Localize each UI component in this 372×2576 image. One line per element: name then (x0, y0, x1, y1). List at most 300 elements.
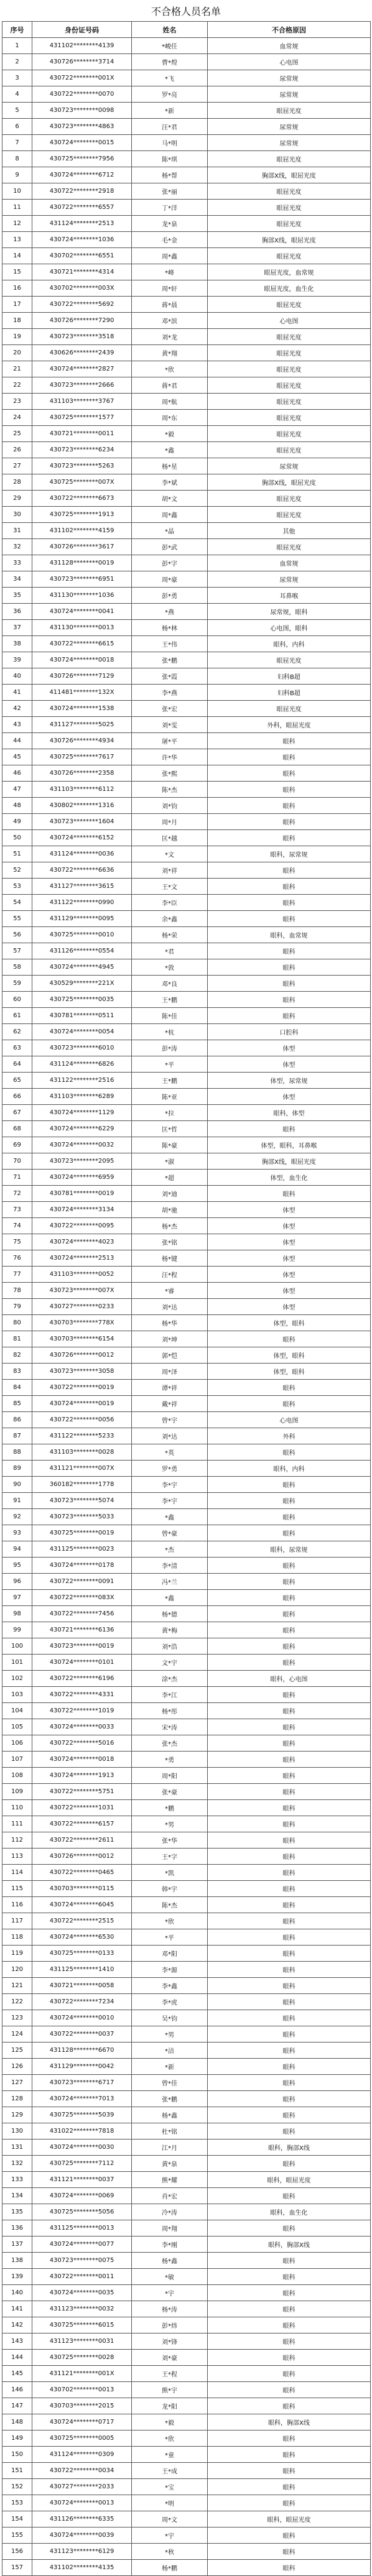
cell-serial-number: 57 (2, 943, 32, 959)
cell-serial-number: 74 (2, 1218, 32, 1234)
cell-id-number: 430723********6234 (32, 442, 132, 458)
cell-serial-number: 50 (2, 830, 32, 846)
cell-serial-number: 84 (2, 1380, 32, 1396)
table-row (2, 798, 371, 814)
cell-name: 曾*豪 (132, 1525, 208, 1541)
table-row (2, 1574, 371, 1590)
cell-serial-number: 89 (2, 1461, 32, 1477)
cell-id-number: 431127********3615 (32, 879, 132, 895)
cell-serial-number: 39 (2, 652, 32, 668)
cell-reason: 眼屈光度 (208, 297, 371, 313)
cell-name: 周*翔 (132, 2220, 208, 2237)
cell-name: *童 (132, 2447, 208, 2463)
cell-reason: 眼科 (208, 2350, 371, 2366)
cell-name: 王*程 (132, 2366, 208, 2382)
cell-id-number: 430722********4331 (32, 1687, 132, 1703)
cell-id-number: 430703********6154 (32, 1331, 132, 1347)
cell-name: 刘*雯 (132, 717, 208, 733)
cell-serial-number: 65 (2, 1073, 32, 1089)
cell-reason: 妇科B超 (208, 685, 371, 701)
table-row (2, 474, 371, 491)
cell-reason: 眼科 (208, 2495, 371, 2511)
cell-reason: 体型，尿常规 (208, 1073, 371, 1089)
table-row (2, 216, 371, 232)
cell-reason: 眼科 (208, 1768, 371, 1784)
cell-id-number: 430722********5751 (32, 1784, 132, 1800)
cell-reason: 妇科B超 (208, 668, 371, 685)
cell-reason: 眼科 (208, 765, 371, 782)
cell-id-number: 430722********6557 (32, 200, 132, 216)
cell-serial-number: 63 (2, 1040, 32, 1056)
table-row (2, 1525, 371, 1541)
cell-id-number: 430724********0054 (32, 1024, 132, 1040)
cell-reason: 眼科 (208, 1331, 371, 1347)
cell-reason: 眼屈光度 (208, 151, 371, 167)
cell-reason: 眼屈光度 (208, 377, 371, 394)
table-row (2, 1121, 371, 1137)
cell-id-number: 430703********778X (32, 1315, 132, 1331)
cell-serial-number: 64 (2, 1056, 32, 1073)
cell-name: 黄*泉 (132, 2156, 208, 2172)
cell-serial-number: 42 (2, 701, 32, 717)
table-row (2, 442, 371, 458)
cell-id-number: 430722********0034 (32, 2463, 132, 2479)
cell-serial-number: 102 (2, 1671, 32, 1687)
table-row (2, 70, 371, 86)
cell-name: 杨*华 (132, 1315, 208, 1331)
table-row (2, 539, 371, 555)
cell-serial-number: 24 (2, 410, 32, 426)
cell-id-number: 430723********0019 (32, 1638, 132, 1655)
cell-reason: 眼科 (208, 1962, 371, 1978)
cell-serial-number: 155 (2, 2528, 32, 2544)
table-row (2, 1800, 371, 1816)
cell-serial-number: 118 (2, 1929, 32, 1946)
cell-name: 刘*迪 (132, 1186, 208, 1202)
cell-serial-number: 141 (2, 2301, 32, 2317)
cell-reason: 眼科 (208, 2463, 371, 2479)
cell-serial-number: 110 (2, 1800, 32, 1816)
cell-name: 刘*达 (132, 1299, 208, 1315)
cell-reason: 其他 (208, 523, 371, 539)
cell-serial-number: 125 (2, 2043, 32, 2059)
cell-serial-number: 88 (2, 1444, 32, 1461)
cell-id-number: 430726********3617 (32, 539, 132, 555)
cell-id-number: 430781********0511 (32, 1008, 132, 1024)
cell-id-number: 430724********0069 (32, 2188, 132, 2204)
cell-serial-number: 131 (2, 2140, 32, 2156)
cell-name: *欣 (132, 1913, 208, 1929)
cell-id-number: 430721********0011 (32, 426, 132, 442)
cell-id-number: 430722********5692 (32, 297, 132, 313)
cell-name: 张*鹏 (132, 652, 208, 668)
cell-reason: 眼科 (208, 1396, 371, 1412)
cell-id-number: 430724********6152 (32, 830, 132, 846)
cell-reason: 眼科 (208, 782, 371, 798)
cell-name: *鑫 (132, 1590, 208, 1606)
cell-reason: 眼科 (208, 2075, 371, 2091)
cell-name: *男 (132, 1816, 208, 1832)
cell-serial-number: 138 (2, 2253, 32, 2269)
cell-name: 曾*宇 (132, 1412, 208, 1428)
cell-serial-number: 44 (2, 733, 32, 749)
table-row (2, 1946, 371, 1962)
table-row (2, 1590, 371, 1606)
cell-name: 周*轩 (132, 280, 208, 297)
table-row (2, 2043, 371, 2059)
cell-reason: 胸部X线，眼屈光度 (208, 167, 371, 183)
cell-id-number: 430725********0133 (32, 1946, 132, 1962)
table-row (2, 862, 371, 879)
cell-serial-number: 101 (2, 1655, 32, 1671)
cell-id-number: 430724********0033 (32, 1719, 132, 1735)
cell-id-number: 430722********1019 (32, 1703, 132, 1719)
cell-name: *敦 (132, 959, 208, 976)
table-row (2, 1040, 371, 1056)
cell-reason: 尿常规 (208, 571, 371, 588)
cell-reason: 眼屈光度 (208, 248, 371, 264)
cell-reason: 心电图 (208, 54, 371, 70)
cell-id-number: 430726********0012 (32, 1849, 132, 1865)
cell-id-number: 430723********3058 (32, 1364, 132, 1380)
cell-name: 陈*琪 (132, 151, 208, 167)
cell-id-number: 430724********1129 (32, 1105, 132, 1121)
cell-name: 韩*宇 (132, 1881, 208, 1897)
cell-id-number: 430724********0015 (32, 135, 132, 151)
cell-serial-number: 5 (2, 103, 32, 119)
header-row (2, 22, 371, 38)
cell-serial-number: 62 (2, 1024, 32, 1040)
table-row (2, 555, 371, 571)
cell-id-number: 430722********0070 (32, 86, 132, 103)
cell-name: 张*华 (132, 1832, 208, 1849)
cell-name: 杨*德 (132, 1606, 208, 1622)
cell-reason: 血常规 (208, 555, 371, 571)
cell-id-number: 431121********007X (32, 1461, 132, 1477)
cell-name: 刘*坤 (132, 1331, 208, 1347)
table-row (2, 1655, 371, 1671)
cell-name: 匡*越 (132, 830, 208, 846)
cell-id-number: 431122********5233 (32, 1428, 132, 1444)
cell-serial-number: 154 (2, 2511, 32, 2528)
cell-name: 汪*程 (132, 1267, 208, 1283)
cell-serial-number: 140 (2, 2285, 32, 2301)
cell-name: 周*鑫 (132, 507, 208, 523)
cell-name: 李*臣 (132, 895, 208, 911)
cell-id-number: 430724********0077 (32, 2237, 132, 2253)
cell-reason: 眼科 (208, 2253, 371, 2269)
cell-id-number: 430529********221X (32, 976, 132, 992)
cell-serial-number: 60 (2, 992, 32, 1008)
cell-id-number: 430722********2611 (32, 1832, 132, 1849)
cell-id-number: 430702********0013 (32, 2382, 132, 2398)
table-row (2, 1315, 371, 1331)
cell-name: 熊*耀 (132, 2172, 208, 2188)
cell-id-number: 430722********7234 (32, 1994, 132, 2010)
table-row (2, 297, 371, 313)
cell-id-number: 430724********2513 (32, 1250, 132, 1267)
cell-id-number: 431130********1036 (32, 588, 132, 604)
table-row (2, 588, 371, 604)
cell-reason: 眼科 (208, 943, 371, 959)
cell-id-number: 430724********0013 (32, 2495, 132, 2511)
table-row (2, 264, 371, 280)
cell-serial-number: 116 (2, 1897, 32, 1913)
cell-reason: 眼科 (208, 2431, 371, 2447)
table-row (2, 1865, 371, 1881)
table-body (2, 38, 371, 2576)
table-row (2, 1913, 371, 1929)
table-row (2, 2511, 371, 2528)
cell-serial-number: 55 (2, 911, 32, 927)
table-row (2, 2414, 371, 2431)
cell-id-number: 430724********6712 (32, 167, 132, 183)
cell-name: 陈*杰 (132, 1897, 208, 1913)
cell-reason: 尿常规 (208, 119, 371, 135)
cell-name: 张*鹏 (132, 2091, 208, 2107)
cell-reason: 体型，血生化 (208, 1170, 371, 1186)
cell-reason: 眼科 (208, 2107, 371, 2123)
cell-reason: 眼屈光度 (208, 410, 371, 426)
cell-serial-number: 133 (2, 2172, 32, 2188)
cell-name: 彭*武 (132, 539, 208, 555)
table-row (2, 992, 371, 1008)
cell-id-number: 430724********7013 (32, 2091, 132, 2107)
cell-serial-number: 52 (2, 862, 32, 879)
cell-serial-number: 91 (2, 1493, 32, 1509)
cell-serial-number: 49 (2, 814, 32, 830)
table-row (2, 571, 371, 588)
cell-name: 彭*涛 (132, 1040, 208, 1056)
table-row (2, 426, 371, 442)
table-row (2, 895, 371, 911)
cell-serial-number: 86 (2, 1412, 32, 1428)
cell-serial-number: 143 (2, 2334, 32, 2350)
cell-serial-number: 48 (2, 798, 32, 814)
cell-reason: 眼科 (208, 1622, 371, 1638)
cell-reason: 眼科 (208, 1800, 371, 1816)
cell-name: *淑 (132, 1153, 208, 1170)
cell-name: 周*月 (132, 814, 208, 830)
cell-serial-number: 59 (2, 976, 32, 992)
cell-reason: 体型 (208, 1283, 371, 1299)
cell-serial-number: 34 (2, 571, 32, 588)
table-row (2, 2447, 371, 2463)
cell-id-number: 430723********1604 (32, 814, 132, 830)
cell-id-number: 430725********0005 (32, 2431, 132, 2447)
cell-name: 文*宇 (132, 1655, 208, 1671)
table-row (2, 1234, 371, 1250)
cell-reason: 眼屈光度，血生化 (208, 280, 371, 297)
cell-reason: 眼科 (208, 749, 371, 765)
cell-reason: 眼科 (208, 2398, 371, 2414)
table-row (2, 2059, 371, 2075)
cell-reason: 眼科 (208, 1477, 371, 1493)
cell-name: 马*明 (132, 135, 208, 151)
cell-serial-number: 15 (2, 264, 32, 280)
cell-name: 罗*亮 (132, 86, 208, 103)
cell-reason: 眼屈光度 (208, 442, 371, 458)
cell-reason: 体型 (208, 1267, 371, 1283)
cell-reason: 眼科，血常规 (208, 927, 371, 943)
cell-id-number: 430722********0465 (32, 1865, 132, 1881)
cell-id-number: 430722********6157 (32, 1816, 132, 1832)
cell-name: 李*刚 (132, 2237, 208, 2253)
cell-id-number: 430724********0018 (32, 1752, 132, 1768)
cell-reason: 眼科 (208, 1606, 371, 1622)
cell-serial-number: 99 (2, 1622, 32, 1638)
cell-reason: 眼科 (208, 2026, 371, 2043)
table-row (2, 119, 371, 135)
cell-reason: 眼屈光度 (208, 329, 371, 345)
cell-serial-number: 124 (2, 2026, 32, 2043)
cell-reason: 眼科 (208, 1590, 371, 1606)
cell-id-number: 430723********2666 (32, 377, 132, 394)
cell-name: 余*鑫 (132, 911, 208, 927)
cell-id-number: 430722********083X (32, 1590, 132, 1606)
cell-id-number: 430726********2358 (32, 765, 132, 782)
cell-name: 王*伟 (132, 636, 208, 652)
table-row (2, 1444, 371, 1461)
cell-id-number: 430724********0178 (32, 1558, 132, 1574)
table-row (2, 830, 371, 846)
cell-reason: 体型 (208, 1299, 371, 1315)
table-row (2, 2285, 371, 2301)
cell-reason: 眼科 (208, 1752, 371, 1768)
cell-reason: 眼屈光度 (208, 103, 371, 119)
table-row (2, 1638, 371, 1655)
header-id-number: 身份证号码 (32, 22, 132, 38)
cell-name: 杜*铭 (132, 2123, 208, 2140)
cell-id-number: 431122********0990 (32, 895, 132, 911)
cell-id-number: 430724********6045 (32, 1897, 132, 1913)
cell-serial-number: 23 (2, 394, 32, 410)
cell-id-number: 430722********5016 (32, 1735, 132, 1752)
cell-serial-number: 67 (2, 1105, 32, 1121)
table-row (2, 2560, 371, 2576)
cell-id-number: 431103********0028 (32, 1444, 132, 1461)
cell-serial-number: 9 (2, 167, 32, 183)
cell-name: *峰 (132, 264, 208, 280)
table-row (2, 1105, 371, 1121)
cell-id-number: 430702********003X (32, 280, 132, 297)
table-row (2, 2107, 371, 2123)
table-row (2, 1056, 371, 1073)
cell-id-number: 431022********7818 (32, 2123, 132, 2140)
cell-reason: 体型 (208, 1056, 371, 1073)
cell-reason: 尿常规 (208, 70, 371, 86)
cell-id-number: 430725********7112 (32, 2156, 132, 2172)
table-row (2, 1832, 371, 1849)
cell-id-number: 431124********2513 (32, 216, 132, 232)
cell-reason: 眼科 (208, 2317, 371, 2334)
table-row (2, 1186, 371, 1202)
cell-serial-number: 82 (2, 1347, 32, 1364)
cell-name: 张*宏 (132, 701, 208, 717)
cell-name: *飞 (132, 70, 208, 86)
table-row (2, 2350, 371, 2366)
cell-name: 冯*兰 (132, 1574, 208, 1590)
table-row (2, 1153, 371, 1170)
cell-reason: 眼科 (208, 2544, 371, 2560)
cell-serial-number: 122 (2, 1994, 32, 2010)
cell-name: 匡*哲 (132, 1121, 208, 1137)
cell-name: 宋*涛 (132, 1719, 208, 1735)
cell-reason: 眼科 (208, 992, 371, 1008)
table-row (2, 976, 371, 992)
cell-name: 黄*梅 (132, 1622, 208, 1638)
table-row (2, 1558, 371, 1574)
cell-id-number: 430727********0233 (32, 1299, 132, 1315)
cell-reason: 眼科 (208, 830, 371, 846)
cell-serial-number: 29 (2, 491, 32, 507)
cell-serial-number: 95 (2, 1558, 32, 1574)
cell-reason: 外科 (208, 1428, 371, 1444)
cell-reason: 眼科 (208, 1380, 371, 1396)
cell-reason: 眼科 (208, 798, 371, 814)
cell-id-number: 430724********0032 (32, 1137, 132, 1153)
cell-id-number: 430726********3714 (32, 54, 132, 70)
cell-id-number: 411481********132X (32, 685, 132, 701)
cell-serial-number: 3 (2, 70, 32, 86)
cell-name: *鹏 (132, 1800, 208, 1816)
cell-name: 彭*炜 (132, 2317, 208, 2334)
table-row (2, 2204, 371, 2220)
cell-id-number: 431102********4139 (32, 38, 132, 54)
cell-id-number: 431125********0013 (32, 2220, 132, 2237)
cell-name: 刘*达 (132, 1428, 208, 1444)
cell-serial-number: 103 (2, 1687, 32, 1703)
cell-reason: 胸部X线，眼屈光度 (208, 232, 371, 248)
cell-reason: 眼屈光度 (208, 652, 371, 668)
table-row (2, 717, 371, 733)
cell-id-number: 430723********5033 (32, 1509, 132, 1525)
cell-id-number: 430725********7956 (32, 151, 132, 167)
cell-id-number: 430724********0039 (32, 2528, 132, 2544)
cell-reason: 眼科 (208, 1978, 371, 1994)
cell-name: *新 (132, 103, 208, 119)
cell-id-number: 430723********2095 (32, 1153, 132, 1170)
cell-name: 冷*涛 (132, 2204, 208, 2220)
table-row (2, 2188, 371, 2204)
cell-serial-number: 145 (2, 2366, 32, 2382)
cell-reason: 眼科 (208, 1784, 371, 1800)
cell-reason: 眼科 (208, 2123, 371, 2140)
cell-id-number: 430724********6229 (32, 1121, 132, 1137)
cell-name: *鑫 (132, 442, 208, 458)
cell-id-number: 430724********0035 (32, 2285, 132, 2301)
cell-reason: 眼科 (208, 1913, 371, 1929)
cell-reason: 眼科 (208, 1121, 371, 1137)
cell-name: 肖*宏 (132, 2188, 208, 2204)
table-row (2, 668, 371, 685)
cell-reason: 眼科 (208, 1881, 371, 1897)
table-row (2, 523, 371, 539)
cell-name: *欣 (132, 361, 208, 377)
cell-reason: 眼科 (208, 976, 371, 992)
table-row (2, 604, 371, 620)
cell-name: 杨*帮 (132, 167, 208, 183)
table-row (2, 86, 371, 103)
cell-serial-number: 148 (2, 2414, 32, 2431)
cell-reason: 心电图 (208, 1412, 371, 1428)
table-row (2, 1881, 371, 1897)
cell-name: 王*鹏 (132, 1073, 208, 1089)
table-row (2, 2091, 371, 2107)
table-row (2, 1008, 371, 1024)
table-row (2, 2366, 371, 2382)
cell-serial-number: 126 (2, 2059, 32, 2075)
